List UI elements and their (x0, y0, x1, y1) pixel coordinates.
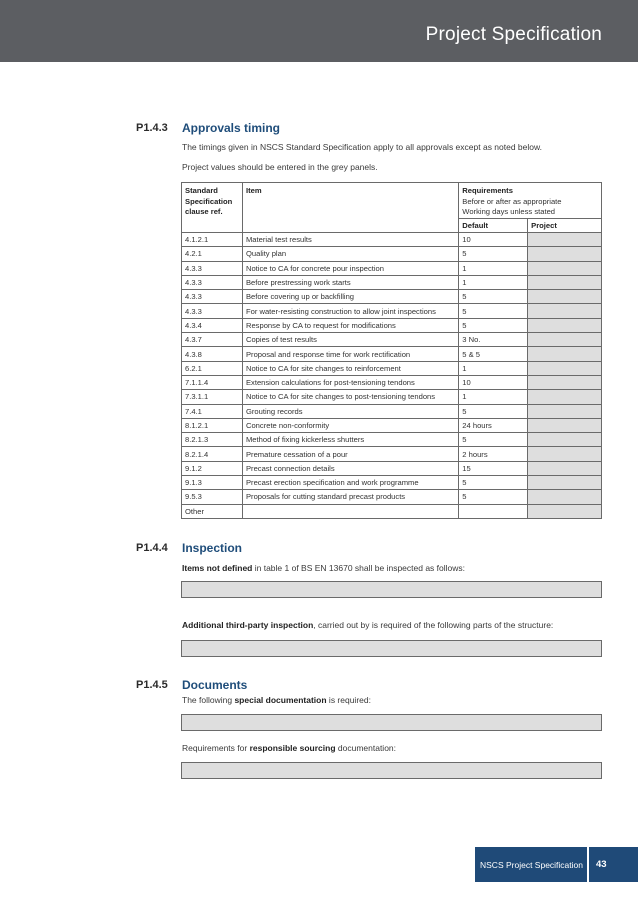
item-cell: Premature cessation of a pour (242, 447, 458, 461)
project-value-input[interactable] (528, 275, 602, 289)
table-row (182, 290, 602, 304)
table-row (182, 404, 602, 418)
special-documentation-text: The following special documentation is required: (182, 695, 371, 705)
item-cell: Proposals for cutting standard precast products (242, 490, 458, 504)
section-number-inspection: P1.4.4 (136, 542, 168, 554)
page-header-title: Project Specification (425, 24, 602, 45)
default-value-cell: 1 (459, 261, 528, 275)
clause-ref-cell: 9.1.2 (182, 461, 243, 475)
approvals-timing-table (181, 182, 602, 519)
clause-ref-cell: 8.2.1.3 (182, 433, 243, 447)
clause-ref-cell: 9.1.3 (182, 476, 243, 490)
project-value-input[interactable] (528, 318, 602, 332)
item-cell: Material test results (242, 233, 458, 247)
inspection-items-input[interactable] (181, 581, 602, 598)
clause-ref-cell: 4.3.4 (182, 318, 243, 332)
project-value-input[interactable] (528, 304, 602, 318)
table-row (182, 476, 602, 490)
clause-ref-cell: 4.3.8 (182, 347, 243, 361)
table-row (182, 347, 602, 361)
default-value-cell: 1 (459, 275, 528, 289)
item-cell: Precast erection specification and work programme (242, 476, 458, 490)
default-value-cell: 5 (459, 476, 528, 490)
clause-ref-cell: 4.3.7 (182, 333, 243, 347)
clause-ref-cell: 6.2.1 (182, 361, 243, 375)
project-value-input[interactable] (528, 333, 602, 347)
table-row (182, 275, 602, 289)
clause-ref-cell: 4.1.2.1 (182, 233, 243, 247)
item-cell: Concrete non-conformity (242, 418, 458, 432)
clause-ref-cell: 7.4.1 (182, 404, 243, 418)
item-cell: Response by CA to request for modifications (242, 318, 458, 332)
project-value-input[interactable] (528, 361, 602, 375)
default-value-cell: 3 No. (459, 333, 528, 347)
project-value-input[interactable] (528, 290, 602, 304)
table-row (182, 233, 602, 247)
project-value-input[interactable] (528, 490, 602, 504)
table-row (182, 304, 602, 318)
header-default: Default (459, 219, 528, 233)
header-clause-ref: Standard Specification clause ref. (182, 183, 243, 233)
table-row (182, 361, 602, 375)
third-party-inspection-text: Additional third-party inspection, carried out by is required of the following parts of the structure: (182, 620, 554, 630)
default-value-cell: 1 (459, 390, 528, 404)
header-requirements: Requirements Before or after as appropriate Working days unless stated (459, 183, 602, 219)
default-value-cell: 10 (459, 233, 528, 247)
item-cell: Copies of test results (242, 333, 458, 347)
project-value-input[interactable] (528, 261, 602, 275)
item-cell: For water-resisting construction to allow joint inspections (242, 304, 458, 318)
table-row (182, 461, 602, 475)
header-project: Project (528, 219, 602, 233)
project-value-input[interactable] (528, 433, 602, 447)
default-value-cell: 5 (459, 247, 528, 261)
project-value-input[interactable] (528, 447, 602, 461)
item-cell: Notice to CA for site changes to reinforcement (242, 361, 458, 375)
item-cell (242, 504, 458, 518)
project-value-input[interactable] (528, 504, 602, 518)
clause-ref-cell: 9.5.3 (182, 490, 243, 504)
project-value-input[interactable] (528, 404, 602, 418)
clause-ref-cell: 8.2.1.4 (182, 447, 243, 461)
default-value-cell: 5 (459, 433, 528, 447)
third-party-inspection-input[interactable] (181, 640, 602, 657)
table-row (182, 418, 602, 432)
item-cell: Before covering up or backfilling (242, 290, 458, 304)
project-value-input[interactable] (528, 233, 602, 247)
clause-ref-cell: 4.3.3 (182, 290, 243, 304)
clause-ref-cell: 7.3.1.1 (182, 390, 243, 404)
section-number-approvals: P1.4.3 (136, 122, 168, 134)
default-value-cell: 5 (459, 290, 528, 304)
default-value-cell: 1 (459, 361, 528, 375)
clause-ref-cell: 4.3.3 (182, 275, 243, 289)
clause-ref-cell: 4.2.1 (182, 247, 243, 261)
item-cell: Before prestressing work starts (242, 275, 458, 289)
table-row (182, 375, 602, 389)
section-number-documents: P1.4.5 (136, 679, 168, 691)
clause-ref-cell: 7.1.1.4 (182, 375, 243, 389)
table-row (182, 333, 602, 347)
default-value-cell: 5 (459, 490, 528, 504)
default-value-cell: 15 (459, 461, 528, 475)
item-cell: Extension calculations for post-tensioning tendons (242, 375, 458, 389)
table-row (182, 247, 602, 261)
responsible-sourcing-input[interactable] (181, 762, 602, 779)
default-value-cell: 24 hours (459, 418, 528, 432)
item-cell: Grouting records (242, 404, 458, 418)
project-value-input[interactable] (528, 347, 602, 361)
clause-ref-cell: 4.3.3 (182, 261, 243, 275)
default-value-cell: 5 & 5 (459, 347, 528, 361)
item-cell: Quality plan (242, 247, 458, 261)
footer-label: NSCS Project Specification (480, 860, 583, 870)
special-documentation-input[interactable] (181, 714, 602, 731)
default-value-cell (459, 504, 528, 518)
approvals-note: Project values should be entered in the grey panels. (182, 162, 378, 172)
clause-ref-cell: 8.1.2.1 (182, 418, 243, 432)
table-row (182, 490, 602, 504)
clause-ref-cell: Other (182, 504, 243, 518)
default-value-cell: 5 (459, 304, 528, 318)
item-cell: Proposal and response time for work rectification (242, 347, 458, 361)
project-value-input[interactable] (528, 247, 602, 261)
section-title-approvals: Approvals timing (182, 121, 281, 135)
approvals-intro: The timings given in NSCS Standard Specification apply to all approvals except as noted below. (182, 142, 543, 152)
responsible-sourcing-text: Requirements for responsible sourcing documentation: (182, 743, 397, 753)
page-number: 43 (596, 859, 607, 870)
item-cell: Precast connection details (242, 461, 458, 475)
table-row (182, 433, 602, 447)
section-title-documents: Documents (182, 678, 248, 692)
table-row (182, 390, 602, 404)
default-value-cell: 5 (459, 404, 528, 418)
table-row (182, 261, 602, 275)
inspection-items-text: Items not defined in table 1 of BS EN 13670 shall be inspected as follows: (182, 563, 466, 573)
section-title-inspection: Inspection (182, 541, 243, 555)
item-cell: Notice to CA for concrete pour inspection (242, 261, 458, 275)
clause-ref-cell: 4.3.3 (182, 304, 243, 318)
project-value-input[interactable] (528, 418, 602, 432)
project-value-input[interactable] (528, 375, 602, 389)
default-value-cell: 2 hours (459, 447, 528, 461)
header-item: Item (242, 183, 458, 233)
default-value-cell: 10 (459, 375, 528, 389)
table-row (182, 447, 602, 461)
project-value-input[interactable] (528, 390, 602, 404)
item-cell: Method of fixing kickerless shutters (242, 433, 458, 447)
project-value-input[interactable] (528, 461, 602, 475)
item-cell: Notice to CA for site changes to post-tensioning tendons (242, 390, 458, 404)
table-row (182, 504, 602, 518)
table-row (182, 318, 602, 332)
project-value-input[interactable] (528, 476, 602, 490)
default-value-cell: 5 (459, 318, 528, 332)
